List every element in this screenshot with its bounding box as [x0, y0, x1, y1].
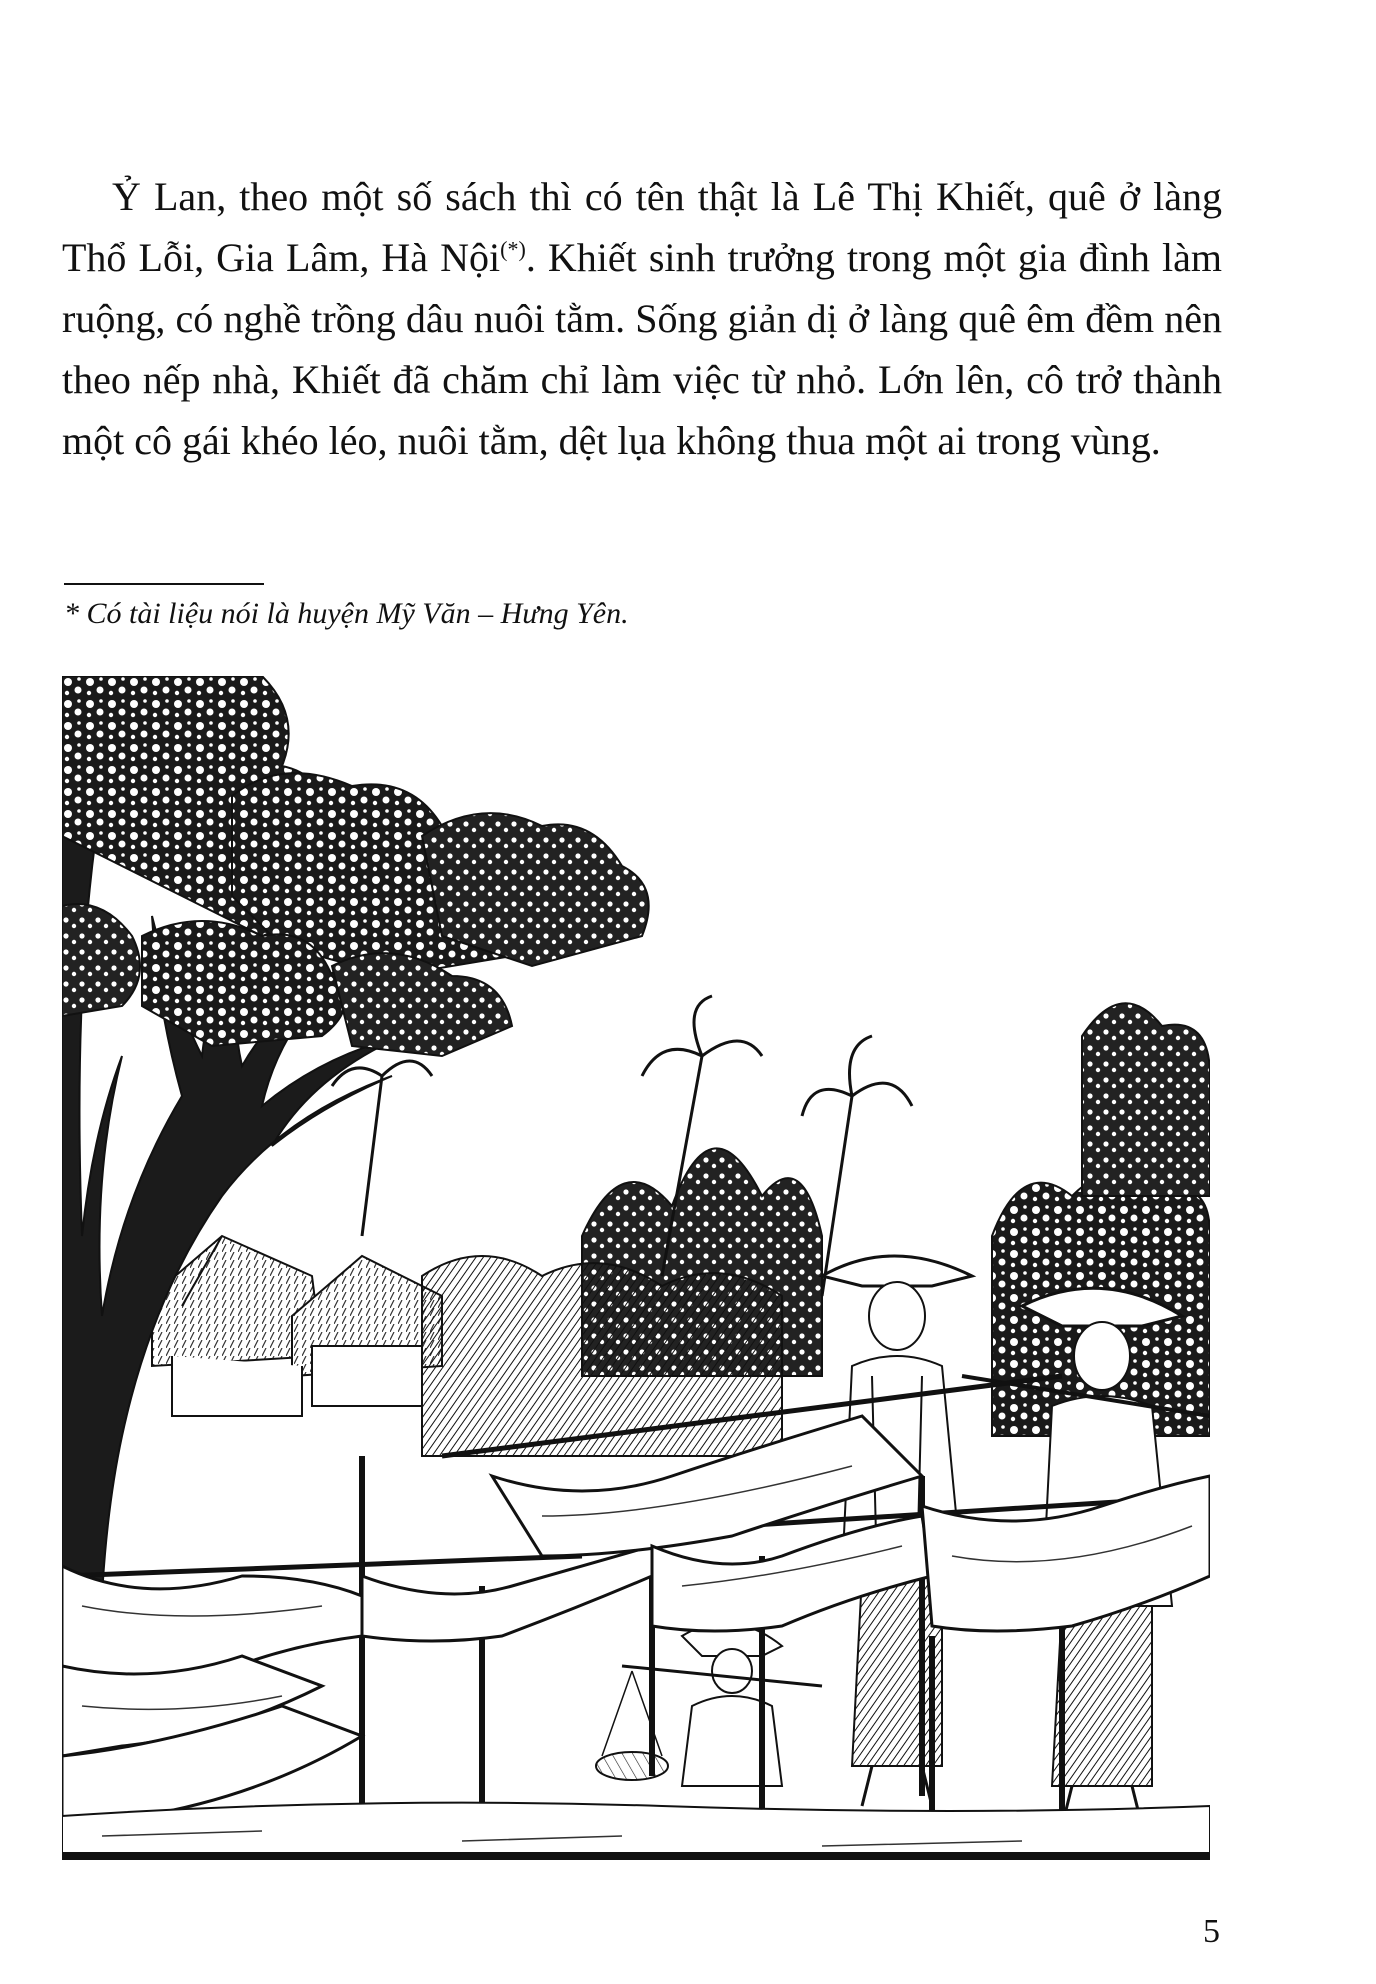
paragraph-text-part-1: Ỷ Lan, theo một số sách thì có tên thật là Lê Thị Khiết, quê ở làng Thổ Lỗi, Gia Lâm, Hà Nội — [62, 174, 1222, 280]
village-silk-drying-illustration — [62, 676, 1210, 1860]
footnote-text: * Có tài liệu nói là huyện Mỹ Văn – Hưng Yên. — [64, 597, 629, 630]
paragraph-text-part-2: . Khiết sinh trưởng trong một gia đình làm ruộng, có nghề trồng dâu nuôi tằm. Sống giản dị ở làng quê êm đềm nên theo nếp nhà, Khiết đã chăm chỉ làm việc từ nhỏ. Lớn lên, cô trở thành một cô gái khéo léo, nuôi tằm, dệt lụa không thua một ai trong vùng. — [62, 235, 1222, 463]
footnote-divider — [64, 583, 264, 585]
page-number: 5 — [1203, 1913, 1220, 1950]
footnote-reference: (*) — [500, 236, 526, 262]
body-paragraph — [62, 166, 1222, 471]
